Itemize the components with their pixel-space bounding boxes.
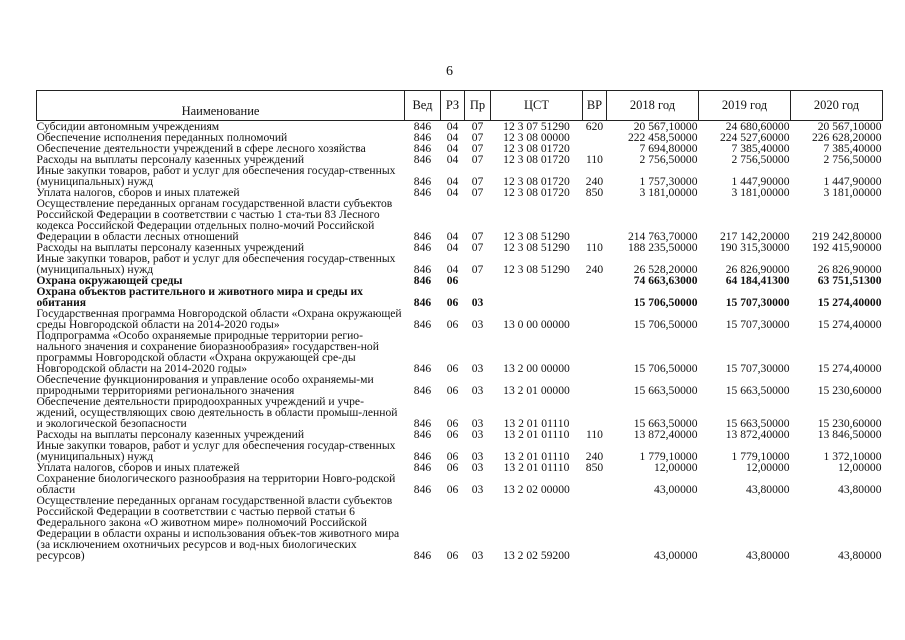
row-value-2018: 74 663,63000 — [633, 274, 698, 287]
row-name: Иные закупки товаров, работ и услуг для обеспечения государ-ственных (муниципальных) нужд — [36, 164, 396, 188]
row-pr: 07 — [471, 263, 484, 276]
row-name: Государственная программа Новгородской области «Охрана окружающей среды Новгородской области на 2014-2020 годы» — [36, 307, 402, 331]
row-value-2018: 13 872,40000 — [633, 428, 698, 441]
row-pr: 03 — [471, 549, 484, 562]
row-name: Осуществление переданных органам государственной власти субъектов Российской Федерации в соответствии с частью 1 ста-тьи 83 Лесного кодекса Российской Федерации отдельных полно-мочий Российской Федерации в области лесных отношений — [36, 197, 393, 243]
row-value-2020: 226 628,20000 — [811, 131, 882, 144]
row-value-2018: 26 528,20000 — [633, 263, 698, 276]
row-vr: 620 — [585, 120, 604, 133]
row-name: Уплата налогов, сборов и иных платежей — [36, 186, 240, 199]
row-value-2019: 1 447,90000 — [731, 175, 790, 188]
row-ved: 846 — [413, 318, 432, 331]
row-value-2018: 15 663,50000 — [633, 384, 698, 397]
row-cst: 13 0 00 00000 — [503, 318, 570, 331]
row-ved: 846 — [413, 450, 432, 463]
row-pr: 03 — [471, 417, 484, 430]
header-cst: ЦСТ — [491, 91, 583, 121]
row-value-2019: 43,80000 — [746, 549, 790, 562]
row-pr: 07 — [471, 230, 484, 243]
row-value-2018: 7 694,80000 — [639, 142, 698, 155]
row-rz: 04 — [446, 142, 459, 155]
row-value-2020: 43,80000 — [838, 549, 882, 562]
row-value-2019: 224 527,60000 — [719, 131, 790, 144]
row-ved: 846 — [413, 230, 432, 243]
row-value-2020: 12,00000 — [838, 461, 882, 474]
row-pr: 07 — [471, 186, 484, 199]
row-rz: 06 — [446, 461, 459, 474]
row-vr — [583, 330, 607, 374]
row-value-2019: 2 756,50000 — [731, 153, 790, 166]
row-ved: 846 — [413, 186, 432, 199]
row-rz: 04 — [446, 120, 459, 133]
row-ved: 846 — [413, 263, 432, 276]
row-name: Иные закупки товаров, работ и услуг для обеспечения государ-ственных (муниципальных) нужд — [36, 439, 396, 463]
row-pr — [465, 275, 491, 286]
row-value-2020: 26 826,90000 — [817, 263, 882, 276]
row-value-2018: 43,00000 — [654, 549, 698, 562]
row-value-2020: 15 230,60000 — [817, 417, 882, 430]
row-value-2019: 15 707,30000 — [725, 296, 790, 309]
row-ved: 846 — [413, 153, 432, 166]
row-cst: 12 3 07 51290 — [503, 120, 570, 133]
row-cst: 13 2 01 01110 — [503, 428, 570, 441]
row-ved: 846 — [413, 241, 432, 254]
row-vr: 110 — [586, 241, 603, 254]
row-rz: 04 — [446, 153, 459, 166]
row-cst: 12 3 08 01720 — [503, 175, 570, 188]
row-ved: 846 — [413, 274, 432, 287]
row-ved: 846 — [413, 362, 432, 375]
row-name: Расходы на выплаты персоналу казенных учреждений — [36, 153, 305, 166]
row-value-2020: 7 385,40000 — [823, 142, 882, 155]
row-rz: 06 — [446, 362, 459, 375]
row-value-2018: 20 567,10000 — [633, 120, 698, 133]
row-rz: 04 — [446, 186, 459, 199]
row-ved: 846 — [413, 120, 432, 133]
table-row — [37, 198, 883, 242]
row-value-2018: 12,00000 — [654, 461, 698, 474]
table-row — [37, 286, 883, 308]
row-value-2020: 219 242,80000 — [811, 230, 882, 243]
table-header — [37, 91, 883, 121]
row-pr: 03 — [471, 428, 484, 441]
row-pr: 03 — [471, 450, 484, 463]
row-pr: 07 — [471, 241, 484, 254]
row-vr — [583, 286, 607, 308]
row-value-2018: 214 763,70000 — [627, 230, 698, 243]
row-pr: 07 — [471, 131, 484, 144]
row-value-2019: 26 826,90000 — [725, 263, 790, 276]
row-value-2018: 15 663,50000 — [633, 417, 698, 430]
row-value-2018: 222 458,50000 — [627, 131, 698, 144]
row-name: Обеспечение исполнения переданных полномочий — [36, 131, 288, 144]
row-cst: 12 3 08 01720 — [503, 142, 570, 155]
row-value-2020: 3 181,00000 — [823, 186, 882, 199]
row-name: Обеспечение деятельности природоохранных учреждений и учре-ждений, осуществляющих свою деятельность в области промыш-ленной и экологической безопасности — [36, 395, 398, 430]
row-name: Обеспечение деятельности учреждений в сфере лесного хозяйства — [36, 142, 366, 155]
row-value-2020: 1 447,90000 — [823, 175, 882, 188]
budget-table — [36, 90, 883, 561]
header-ved: Вед — [405, 91, 441, 121]
header-pr: Пр — [465, 91, 491, 121]
row-name: Подпрограмма «Особо охраняемые природные территории регио-нального значения и сохранение биоразнообразия» государствен-ной программы Новгородской области «Охрана окружающей сре-ды Новгородской области на 2014-2020 годы» — [36, 329, 379, 375]
row-cst: 13 2 01 01110 — [503, 417, 570, 430]
row-value-2020: 15 230,60000 — [817, 384, 882, 397]
row-vr — [583, 132, 607, 143]
row-ved: 846 — [413, 549, 432, 562]
table-row — [37, 165, 883, 187]
row-rz: 04 — [446, 230, 459, 243]
row-pr: 03 — [471, 461, 484, 474]
row-vr: 240 — [585, 263, 604, 276]
header-vr: ВР — [583, 91, 607, 121]
row-vr — [583, 495, 607, 561]
row-value-2020: 63 751,51300 — [817, 274, 882, 287]
row-value-2019: 64 184,41300 — [725, 274, 790, 287]
row-cst: 12 3 08 01720 — [503, 153, 570, 166]
row-value-2020: 1 372,10000 — [823, 450, 882, 463]
row-pr: 03 — [471, 384, 484, 397]
row-name: Иные закупки товаров, работ и услуг для обеспечения государ-ственных (муниципальных) нужд — [36, 252, 396, 276]
row-vr: 110 — [586, 428, 603, 441]
header-rz: РЗ — [441, 91, 465, 121]
row-value-2018: 43,00000 — [654, 483, 698, 496]
row-value-2019: 43,80000 — [746, 483, 790, 496]
row-rz: 06 — [446, 450, 459, 463]
row-pr: 07 — [471, 120, 484, 133]
row-value-2018: 15 706,50000 — [633, 362, 698, 375]
row-ved: 846 — [413, 142, 432, 155]
row-value-2019: 217 142,20000 — [719, 230, 790, 243]
table-body — [37, 121, 883, 562]
row-pr: 03 — [471, 362, 484, 375]
row-value-2019: 7 385,40000 — [731, 142, 790, 155]
row-cst: 13 2 01 01110 — [503, 461, 570, 474]
row-pr: 07 — [471, 153, 484, 166]
row-value-2018: 15 706,50000 — [633, 318, 698, 331]
row-name: Охрана объектов растительного и животного мира и среды их обитания — [36, 285, 363, 309]
row-value-2019: 15 707,30000 — [725, 362, 790, 375]
row-value-2019: 15 663,50000 — [725, 417, 790, 430]
row-cst: 12 3 08 51290 — [503, 241, 570, 254]
row-name: Субсидии автономным учреждениям — [36, 120, 220, 133]
row-name: Осуществление переданных органам государственной власти субъектов Российской Федерации в соответствии с частью первой статьи 6 Федерального закона «О животном мире» полномочий Российской Федерации в области охраны и использования объек-тов животного мира (за исключением охотничьих ресурсов и вод-ных биологических ресурсов) — [36, 494, 400, 562]
row-cst: 12 3 08 51290 — [503, 263, 570, 276]
row-rz: 06 — [446, 384, 459, 397]
row-ved: 846 — [413, 483, 432, 496]
row-name: Расходы на выплаты персоналу казенных учреждений — [36, 428, 305, 441]
row-value-2019: 24 680,60000 — [725, 120, 790, 133]
row-value-2018: 15 706,50000 — [633, 296, 698, 309]
row-pr: 07 — [471, 175, 484, 188]
row-rz: 06 — [446, 428, 459, 441]
row-rz: 04 — [446, 175, 459, 188]
row-pr: 03 — [471, 318, 484, 331]
row-value-2020: 43,80000 — [838, 483, 882, 496]
row-cst: 12 3 08 51290 — [503, 230, 570, 243]
row-cst: 13 2 01 00000 — [503, 384, 570, 397]
row-value-2019: 1 779,10000 — [731, 450, 790, 463]
header-name: Наименование — [37, 91, 405, 121]
row-vr — [583, 473, 607, 495]
table-row — [37, 374, 883, 396]
header-2019: 2019 год — [699, 91, 791, 121]
page-number: 6 — [446, 64, 453, 79]
row-vr: 240 — [585, 175, 604, 188]
row-value-2019: 12,00000 — [746, 461, 790, 474]
row-ved: 846 — [413, 417, 432, 430]
row-value-2019: 13 872,40000 — [725, 428, 790, 441]
row-cst — [491, 275, 583, 286]
row-value-2020: 15 274,40000 — [817, 318, 882, 331]
row-rz: 06 — [446, 296, 459, 309]
row-value-2018: 1 779,10000 — [639, 450, 698, 463]
row-value-2020: 15 274,40000 — [817, 296, 882, 309]
row-rz: 06 — [446, 318, 459, 331]
row-ved: 846 — [413, 131, 432, 144]
row-value-2018: 3 181,00000 — [639, 186, 698, 199]
row-ved: 846 — [413, 175, 432, 188]
row-rz: 06 — [446, 549, 459, 562]
table-row — [37, 330, 883, 374]
row-rz: 04 — [446, 263, 459, 276]
row-pr: 07 — [471, 142, 484, 155]
row-value-2018: 188 235,50000 — [627, 241, 698, 254]
row-vr: 240 — [585, 450, 604, 463]
row-cst: 13 2 00 00000 — [503, 362, 570, 375]
row-rz: 04 — [446, 131, 459, 144]
row-value-2019: 15 707,30000 — [725, 318, 790, 331]
row-pr: 03 — [471, 483, 484, 496]
row-value-2019: 3 181,00000 — [731, 186, 790, 199]
row-vr — [583, 275, 607, 286]
header-2018: 2018 год — [607, 91, 699, 121]
row-ved: 846 — [413, 461, 432, 474]
row-value-2020: 2 756,50000 — [823, 153, 882, 166]
row-rz: 06 — [446, 417, 459, 430]
row-value-2018: 1 757,30000 — [639, 175, 698, 188]
row-cst: 12 3 08 00000 — [503, 131, 570, 144]
row-vr — [583, 374, 607, 396]
row-rz: 06 — [446, 483, 459, 496]
row-name: Сохранение биологического разнообразия на территории Новго-родской области — [36, 472, 396, 496]
table-row — [37, 495, 883, 561]
row-value-2018: 2 756,50000 — [639, 153, 698, 166]
row-cst — [491, 286, 583, 308]
header-2020: 2020 год — [791, 91, 883, 121]
table-row — [37, 440, 883, 462]
row-cst: 13 2 02 59200 — [503, 549, 570, 562]
row-ved: 846 — [413, 384, 432, 397]
row-value-2020: 192 415,90000 — [811, 241, 882, 254]
row-value-2020: 15 274,40000 — [817, 362, 882, 375]
row-vr — [583, 308, 607, 330]
row-vr: 850 — [585, 186, 604, 199]
row-vr — [583, 198, 607, 242]
row-value-2020: 13 846,50000 — [817, 428, 882, 441]
row-name: Расходы на выплаты персоналу казенных учреждений — [36, 241, 305, 254]
row-name: Уплата налогов, сборов и иных платежей — [36, 461, 240, 474]
row-vr: 850 — [585, 461, 604, 474]
row-vr — [583, 396, 607, 429]
row-pr: 03 — [471, 296, 484, 309]
row-rz: 04 — [446, 241, 459, 254]
row-ved: 846 — [413, 296, 432, 309]
table-row — [37, 473, 883, 495]
table-row — [37, 253, 883, 275]
row-value-2019: 15 663,50000 — [725, 384, 790, 397]
row-cst: 13 2 02 00000 — [503, 483, 570, 496]
row-name: Обеспечение функционирования и управление особо охраняемы-ми природными территориями регионального значения — [36, 373, 374, 397]
row-value-2020: 20 567,10000 — [817, 120, 882, 133]
row-cst: 12 3 08 01720 — [503, 186, 570, 199]
table-row — [37, 396, 883, 429]
row-rz: 06 — [446, 274, 459, 287]
row-value-2019: 190 315,30000 — [719, 241, 790, 254]
row-ved: 846 — [413, 428, 432, 441]
row-vr: 110 — [586, 153, 603, 166]
row-cst: 13 2 01 01110 — [503, 450, 570, 463]
table-row — [37, 308, 883, 330]
row-name: Охрана окружающей среды — [36, 274, 183, 287]
